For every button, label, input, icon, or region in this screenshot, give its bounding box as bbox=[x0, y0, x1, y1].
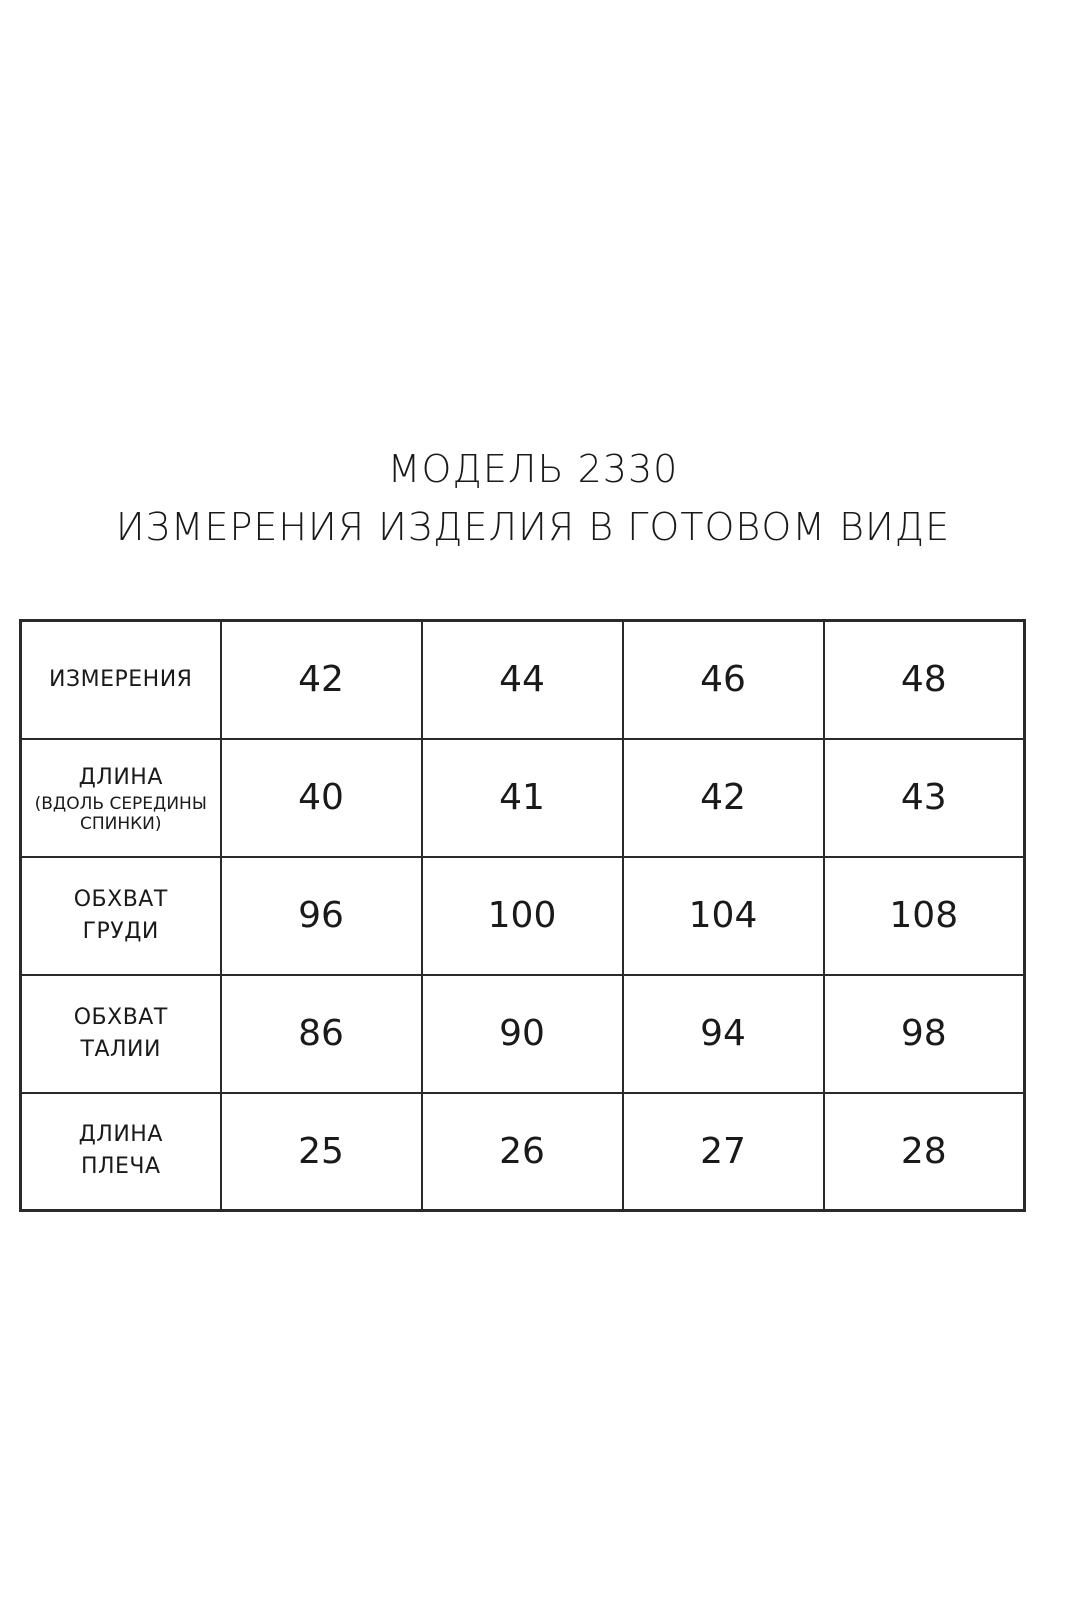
row-label-main: ДЛИНА bbox=[78, 764, 163, 790]
row-label-line1: ОБХВАТ bbox=[73, 1004, 168, 1030]
row-label-note: (ВДОЛЬ СЕРЕДИНЫ СПИНКИ) bbox=[34, 793, 207, 834]
table-cell: 41 bbox=[422, 739, 623, 857]
title-block bbox=[0, 440, 1066, 556]
table-cell: 96 bbox=[221, 857, 422, 975]
table-cell: 25 bbox=[221, 1093, 422, 1211]
size-header: 48 bbox=[824, 621, 1025, 739]
table-cell: 104 bbox=[623, 857, 824, 975]
table-cell: 28 bbox=[824, 1093, 1025, 1211]
size-header: 44 bbox=[422, 621, 623, 739]
table-cell: 86 bbox=[221, 975, 422, 1093]
table-cell: 40 bbox=[221, 739, 422, 857]
table-row bbox=[21, 975, 1025, 1093]
row-label-line1: ДЛИНА bbox=[78, 1122, 163, 1148]
size-header: 46 bbox=[623, 621, 824, 739]
table-cell: 90 bbox=[422, 975, 623, 1093]
table-row bbox=[21, 857, 1025, 975]
row-label-shoulder bbox=[21, 1093, 221, 1211]
table-cell: 26 bbox=[422, 1093, 623, 1211]
table-header-row bbox=[21, 621, 1025, 739]
size-table bbox=[19, 619, 1026, 1212]
row-label-line2: ТАЛИИ bbox=[80, 1036, 161, 1062]
table-row bbox=[21, 739, 1025, 857]
table-cell: 100 bbox=[422, 857, 623, 975]
header-label: ИЗМЕРЕНИЯ bbox=[21, 621, 221, 739]
table-cell: 108 bbox=[824, 857, 1025, 975]
row-label-chest bbox=[21, 857, 221, 975]
table-row bbox=[21, 1093, 1025, 1211]
table-cell: 27 bbox=[623, 1093, 824, 1211]
row-label-line2: ГРУДИ bbox=[82, 918, 159, 944]
table-cell: 98 bbox=[824, 975, 1025, 1093]
model-title: МОДЕЛЬ 2330 bbox=[387, 447, 679, 491]
table-cell: 42 bbox=[623, 739, 824, 857]
table-subtitle: ИЗМЕРЕНИЯ ИЗДЕЛИЯ В ГОТОВОМ ВИДЕ bbox=[115, 505, 951, 549]
table-cell: 43 bbox=[824, 739, 1025, 857]
table-cell: 94 bbox=[623, 975, 824, 1093]
row-label-line1: ОБХВАТ bbox=[73, 886, 168, 912]
row-label-length bbox=[21, 739, 221, 857]
row-label-line2: ПЛЕЧА bbox=[80, 1154, 161, 1180]
row-label-waist bbox=[21, 975, 221, 1093]
size-header: 42 bbox=[221, 621, 422, 739]
